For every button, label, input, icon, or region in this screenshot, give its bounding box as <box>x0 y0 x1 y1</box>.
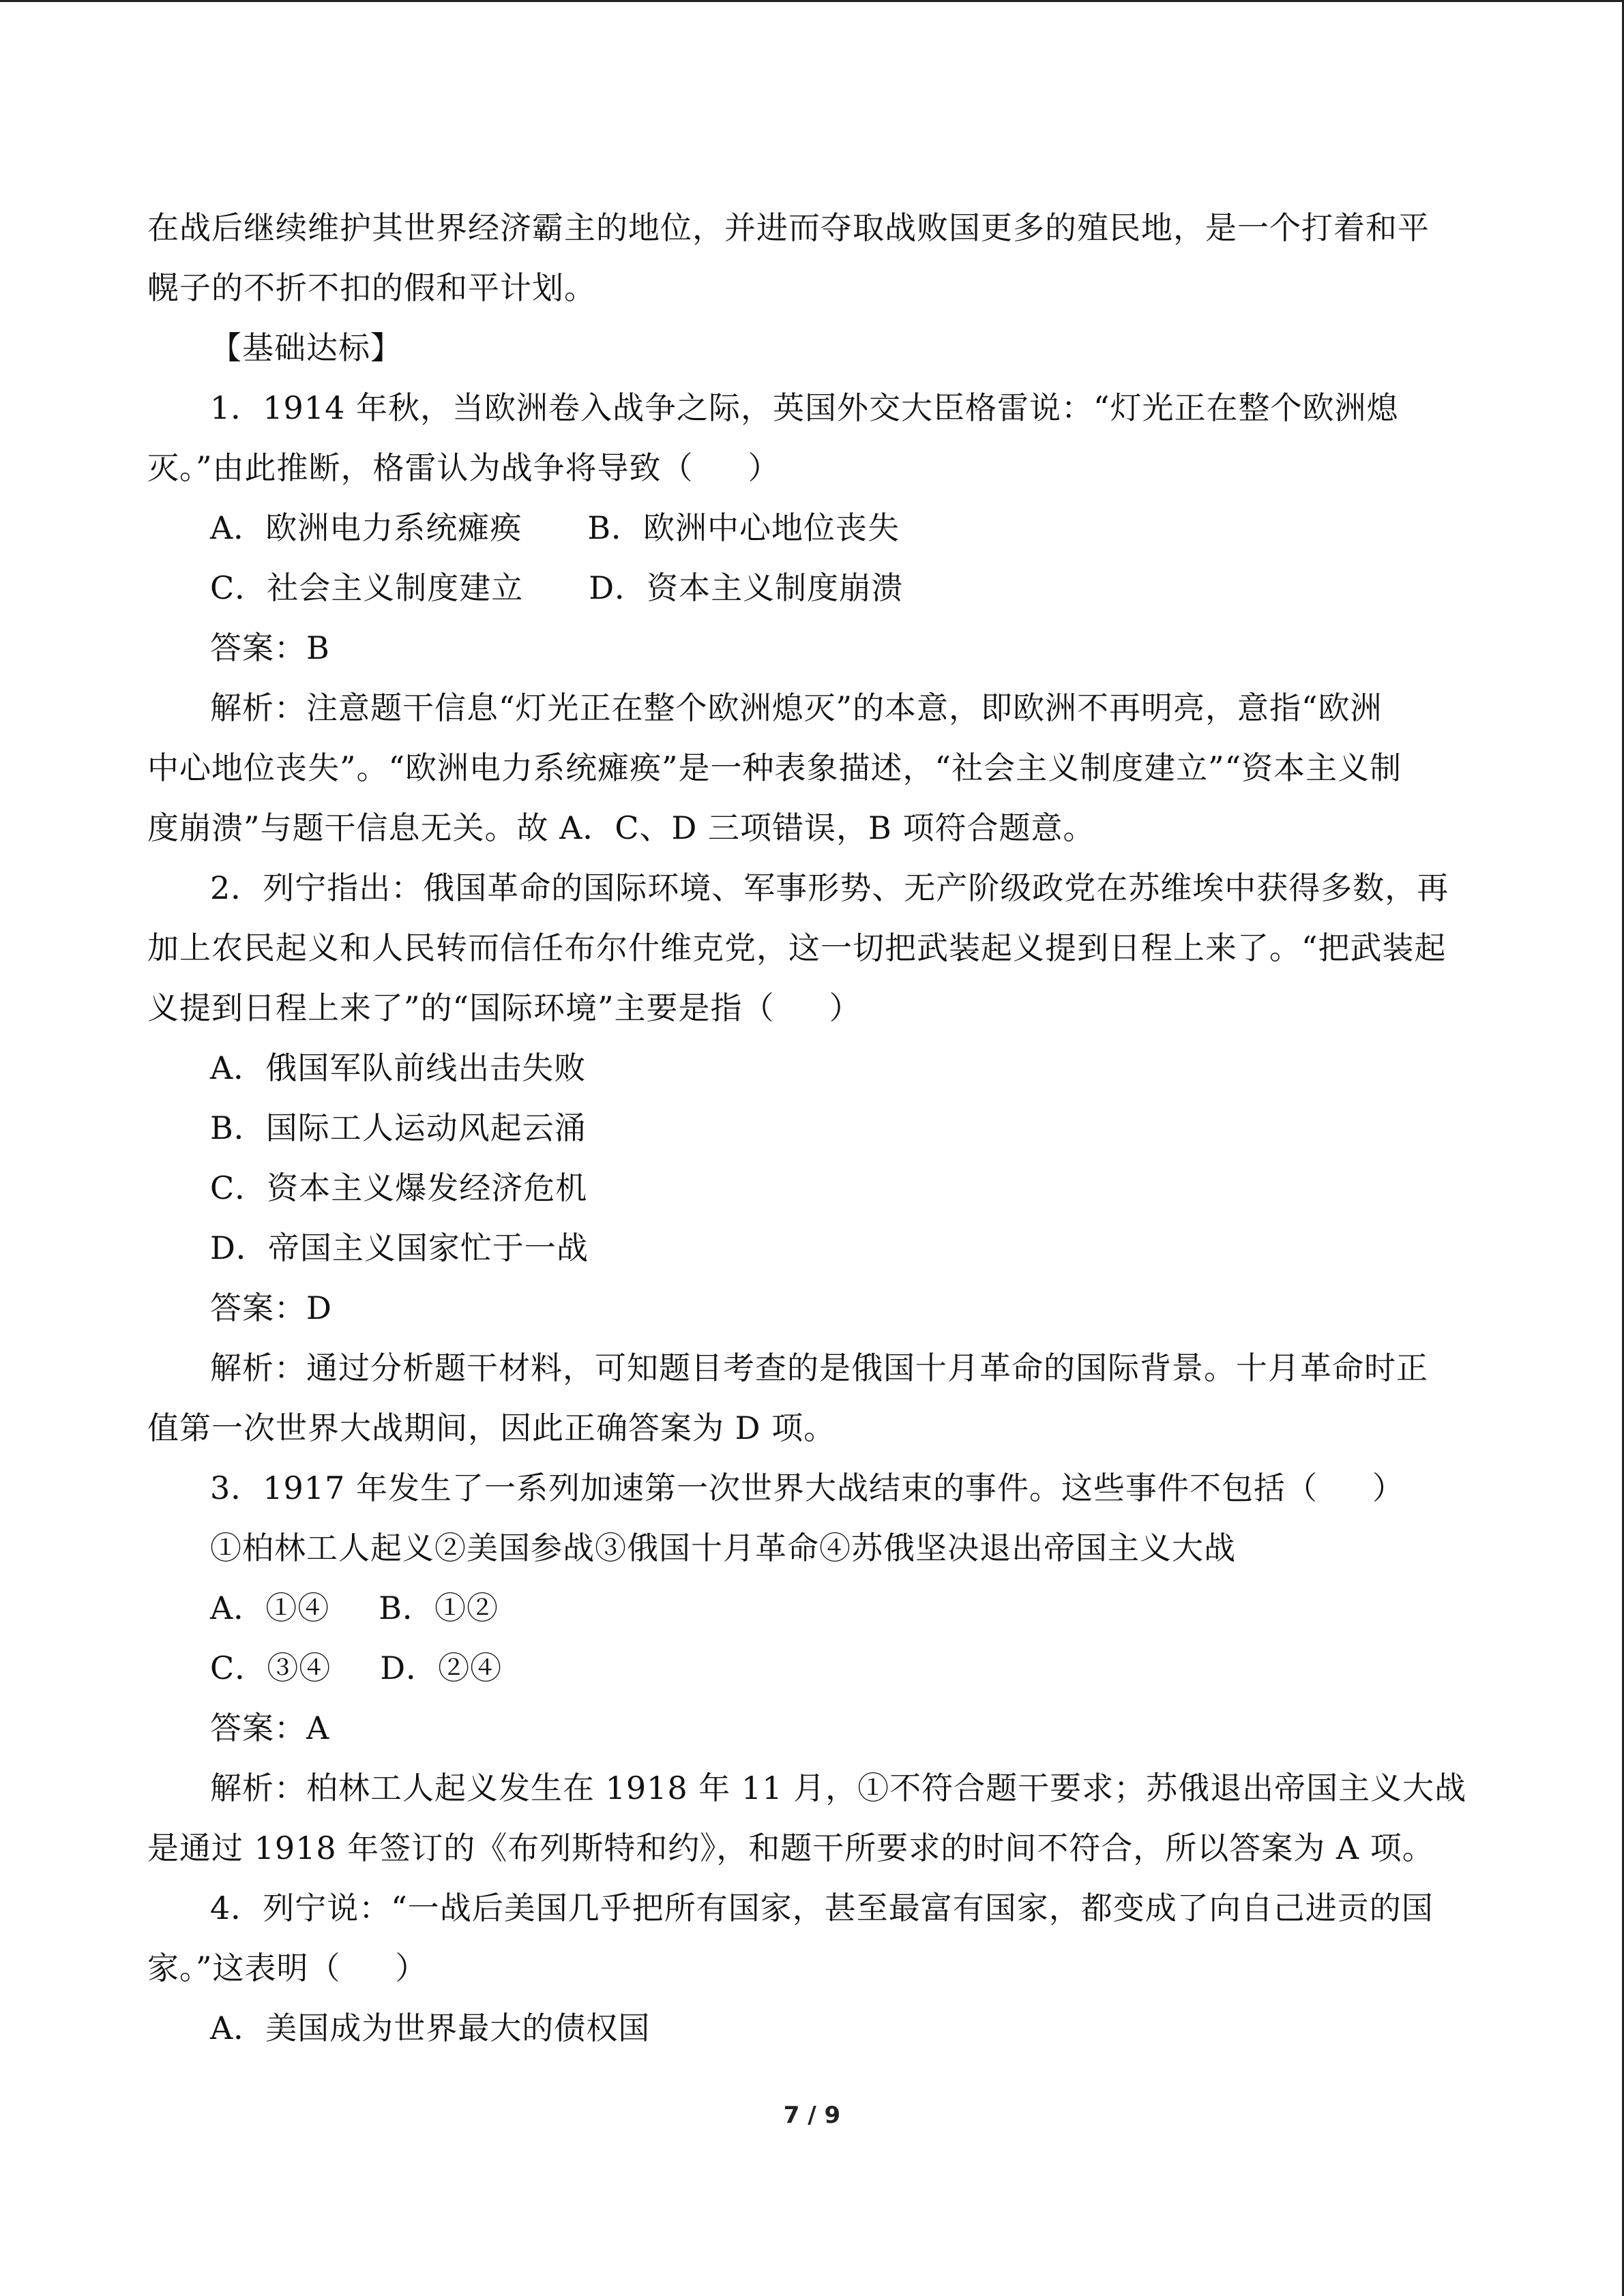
q3-items: ①柏林工人起义②美国参战③俄国十月革命④苏俄坚决退出帝国主义大战 <box>210 1530 1236 1566</box>
q2-option-b: B．国际工人运动风起云涌 <box>210 1109 587 1146</box>
page-border-top <box>0 0 1624 2</box>
q2-analysis-line-2: 值第一次世界大战期间，因此正确答案为 D 项。 <box>147 1410 836 1446</box>
q1-stem-line-2 <box>147 438 1481 498</box>
q1-stem-close-paren: ） <box>748 449 780 486</box>
q1-option-a: A．欧洲电力系统瘫痪 <box>210 509 522 546</box>
q2-stem-close-paren: ） <box>829 989 861 1026</box>
q3-option-b: B．①② <box>379 1590 499 1626</box>
intro-line-1: 在战后继续维护其世界经济霸主的地位，并进而夺取战败国更多的殖民地，是一个打着和平 <box>147 209 1430 246</box>
q2-stem-line-3 <box>147 978 1481 1038</box>
q2-option-a: A．俄国军队前线出击失败 <box>210 1049 587 1086</box>
q1-options-row-1 <box>147 498 1481 558</box>
q3-stem-text: 3．1917 年发生了一系列加速第一次世界大战结束的事件。这些事件不包括（ <box>210 1470 1318 1506</box>
section-title: 【基础达标】 <box>210 329 402 366</box>
q3-analysis-line-1: 解析：柏林工人起义发生在 1918 年 11 月，①不符合题干要求；苏俄退出帝国主义大战 <box>210 1770 1467 1806</box>
q4-stem-line-2 <box>147 1938 1481 1998</box>
q2-stem-line-1: 2．列宁指出：俄国革命的国际环境、军事形势、无产阶级政党在苏维埃中获得多数，再 <box>210 869 1449 906</box>
document-page <box>147 198 1481 2058</box>
q4-option-a: A．美国成为世界最大的债权国 <box>210 2010 651 2046</box>
q3-option-a: A．①④ <box>210 1590 330 1626</box>
q3-options-row-2 <box>147 1638 1481 1698</box>
q3-answer: 答案：A <box>210 1710 330 1746</box>
q3-analysis-line-2: 是通过 1918 年签订的《布列斯特和约》，和题干所要求的时间不符合，所以答案为 A 项。 <box>147 1830 1434 1866</box>
q3-stem <box>147 1458 1481 1518</box>
q2-option-c: C．资本主义爆发经济危机 <box>210 1169 588 1206</box>
q2-stem-text: 义提到日程上来了”的“国际环境”主要是指（ <box>147 989 775 1026</box>
q2-analysis-line-1: 解析：通过分析题干材料，可知题目考查的是俄国十月革命的国际背景。十月革命时正 <box>210 1350 1428 1386</box>
q1-analysis-line-3: 度崩溃”与题干信息无关。故 A．C、D 三项错误，B 项符合题意。 <box>147 809 1095 846</box>
q1-stem-line-1: 1．1914 年秋，当欧洲卷入战争之际，英国外交大臣格雷说：“灯光正在整个欧洲熄 <box>210 389 1399 426</box>
q4-stem-line-1: 4．列宁说：“一战后美国几乎把所有国家，甚至最富有国家，都变成了向自己进贡的国 <box>210 1890 1434 1926</box>
q3-option-c: C．③④ <box>210 1650 331 1686</box>
q1-analysis-line-1: 解析：注意题干信息“灯光正在整个欧洲熄灭”的本意，即欧洲不再明亮，意指“欧洲 <box>210 689 1383 726</box>
q2-option-d: D．帝国主义国家忙于一战 <box>210 1229 589 1266</box>
q1-option-c: C．社会主义制度建立 <box>210 569 524 606</box>
q2-stem-line-2: 加上农民起义和人民转而信任布尔什维克党，这一切把武装起义提到日程上来了。“把武装起 <box>147 929 1447 966</box>
q4-stem-text: 家。”这表明（ <box>147 1950 341 1986</box>
q1-options-row-2 <box>147 558 1481 618</box>
q3-stem-close-paren: ） <box>1372 1470 1404 1506</box>
q1-stem-text: 灭。”由此推断，格雷认为战争将导致（ <box>147 449 694 486</box>
q1-option-b: B．欧洲中心地位丧失 <box>587 509 900 546</box>
q1-option-d: D．资本主义制度崩溃 <box>589 569 904 606</box>
q4-stem-close-paren: ） <box>395 1950 428 1986</box>
q2-answer: 答案：D <box>210 1289 332 1326</box>
q3-option-d: D．②④ <box>380 1650 503 1686</box>
q1-analysis-line-2: 中心地位丧失”。“欧洲电力系统瘫痪”是一种表象描述，“社会主义制度建立”“资本主义制 <box>147 749 1402 786</box>
q3-options-row-1 <box>147 1578 1481 1638</box>
page-number: 7 / 9 <box>783 2102 841 2129</box>
q1-answer: 答案：B <box>210 629 330 666</box>
intro-line-2: 幌子的不折不扣的假和平计划。 <box>147 269 596 306</box>
